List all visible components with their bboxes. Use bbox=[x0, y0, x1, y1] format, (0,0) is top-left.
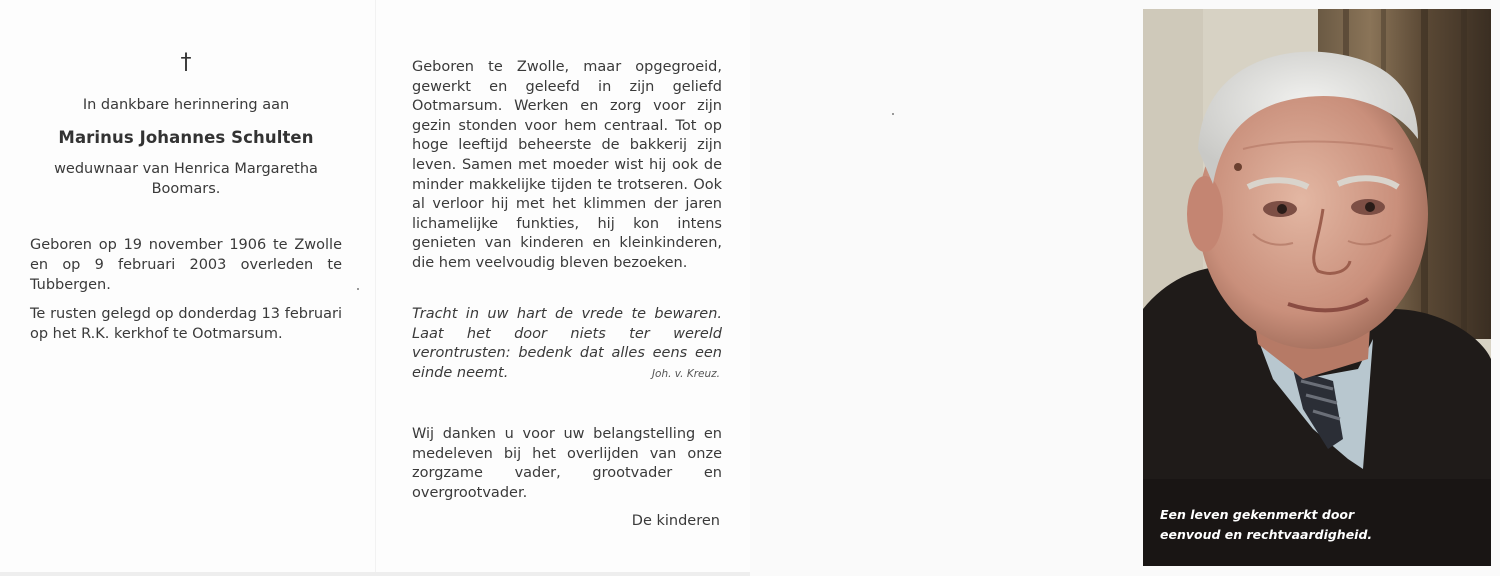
caption-line-2: eenvoud en rechtvaardigheid. bbox=[1160, 527, 1373, 542]
widower-line-2: Boomars. bbox=[151, 181, 221, 197]
signoff-text: De kinderen bbox=[631, 513, 720, 529]
cross-icon: † bbox=[180, 50, 192, 75]
quote-text: Tracht in uw hart de vrede te bewaren. Laat het door niets ter wereld verontrusten: bedenk dat alles eens een einde neemt. bbox=[412, 306, 722, 381]
scan-edge bbox=[0, 572, 750, 576]
caption-line-1: Een leven gekenmerkt door bbox=[1160, 507, 1355, 522]
intro-text: In dankbare herinnering aan bbox=[82, 97, 290, 113]
burial-text: Te rusten gelegd op donderdag 13 februari op het R.K. kerkhof te Ootmarsum. bbox=[30, 306, 342, 342]
biography-text: Geboren te Zwolle, maar opgegroeid, gewerkt en geleefd in zijn geliefd Ootmarsum. Werken en zorg voor zijn gezin stonden voor hem centraal. Tot op hoge leeftijd beheerste de bakkerij zijn leven. Samen met moeder wist hij ook de minder makkelijke tijden te trotseren. Ook al verloor hij met het klimmen der jaren lichamelijke funkties, hij kon intens genieten van kinderen en kleinkinderen, die hem veelvoudig bleven bezoeken. bbox=[412, 59, 722, 271]
quote-author: Joh. v. Kreuz. bbox=[651, 368, 720, 380]
birth-death-text: Geboren op 19 november 1906 te Zwolle en op 9 februari 2003 overleden te Tubbergen. bbox=[30, 237, 342, 293]
deceased-name: Marinus Johannes Schulten bbox=[58, 128, 314, 147]
widower-line-1: weduwnaar van Henrica Margaretha bbox=[54, 161, 318, 177]
photo-caption bbox=[1160, 505, 1480, 545]
scan-speck bbox=[892, 113, 894, 115]
thanks-text: Wij danken u voor uw belangstelling en medeleven bij het overlijden van onze zorgzame vader, grootvader en overgrootvader. bbox=[412, 426, 722, 501]
portrait-illustration bbox=[1143, 9, 1491, 566]
fold-line bbox=[375, 0, 376, 576]
scan-speck bbox=[357, 288, 359, 290]
portrait-photo bbox=[1143, 9, 1491, 566]
